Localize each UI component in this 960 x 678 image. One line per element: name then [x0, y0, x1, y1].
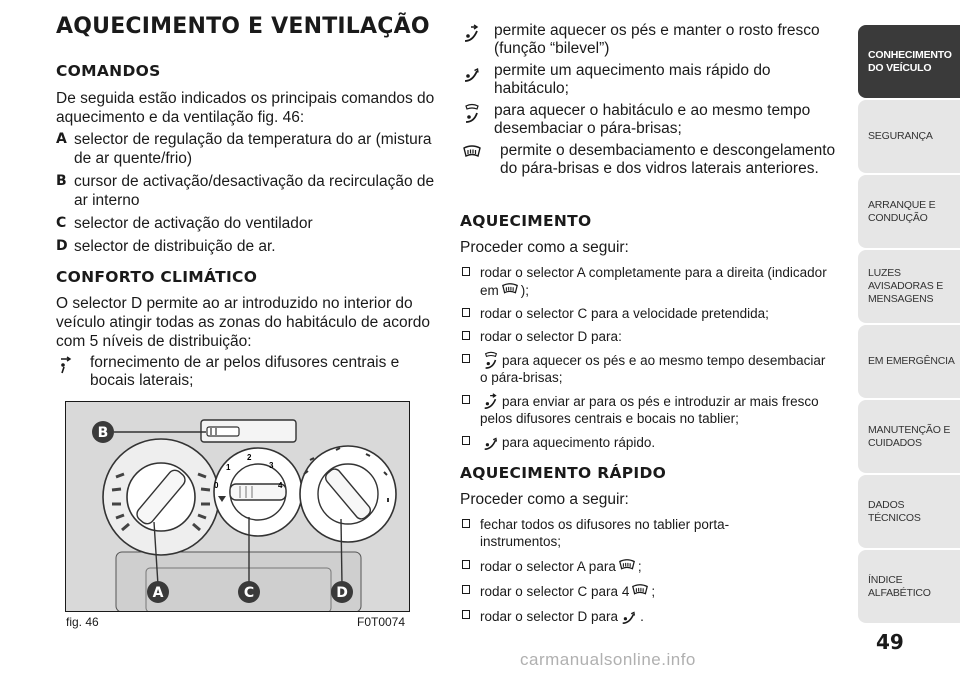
tab-arranque-e-conducao[interactable]: ARRANQUE E CONDUÇÃO	[858, 175, 960, 248]
fan-speed-3: 3	[269, 461, 274, 470]
definition-letter: D	[56, 238, 68, 254]
step-text: fechar todos os difusores no tablier porta-instrumentos;	[480, 517, 730, 549]
windscreen-defrost-icon	[501, 281, 519, 299]
rapido-heading: AQUECIMENTO RÁPIDO	[460, 464, 667, 482]
checkbox-bullet-icon	[462, 267, 470, 276]
checkbox-bullet-icon	[462, 519, 470, 528]
step-text: rodar o selector C para 4	[480, 584, 630, 599]
figure-caption: fig. 46	[66, 615, 99, 629]
definition-letter: A	[56, 131, 67, 147]
hvac-panel-drawing	[66, 402, 410, 612]
watermark: carmanualsonline.info	[520, 650, 696, 669]
list-item	[460, 582, 800, 600]
conforto-intro: O selector D permite ao ar introduzido no interior do veículo atingir todas as zonas do habitáculo de acordo com 5 níveis de distribuição:	[56, 295, 430, 350]
step-text: rodar o selector D para	[480, 609, 619, 624]
feet-icon	[462, 63, 482, 83]
checkbox-bullet-icon	[462, 585, 470, 594]
list-item	[460, 264, 830, 299]
step-text-end: .	[640, 609, 644, 624]
step-text-end: );	[520, 283, 530, 298]
windscreen-defrost-icon	[631, 582, 649, 600]
mode-text: para aquecer o habitáculo e ao mesmo tempo desembaciar o pára-brisas;	[494, 102, 811, 137]
leader-d	[341, 519, 342, 585]
aquecimento-steps	[460, 264, 830, 451]
checkbox-bullet-icon	[462, 560, 470, 569]
definition-letter: C	[56, 215, 67, 231]
windscreen-defrost-icon	[618, 557, 636, 575]
definition-text: selector de distribuição de ar.	[74, 238, 276, 255]
recirc-slider-knob	[207, 427, 239, 436]
step-text: rodar o selector D para:	[480, 329, 622, 344]
list-item	[460, 328, 830, 345]
face-vent-icon	[58, 355, 78, 375]
feet-face-icon	[462, 23, 482, 43]
tab-em-emergencia[interactable]: EM EMERGÊNCIA	[858, 325, 960, 398]
step-text: para aquecimento rápido.	[502, 435, 656, 450]
callout-b-label: B	[97, 425, 109, 441]
rapido-intro: Proceder como a seguir:	[460, 491, 629, 508]
fan-speed-0: 0	[214, 481, 219, 490]
chapter-sidebar	[858, 0, 960, 678]
definition-a	[56, 130, 440, 168]
list-item	[460, 557, 800, 575]
step-text: para enviar ar para os pés e introduzir ar mais fresco pelos difusores centrais e bocais no tablier;	[480, 394, 819, 426]
callout-d-label: D	[336, 585, 348, 601]
conforto-item-text: fornecimento de ar pelos difusores centrais e bocais laterais;	[90, 354, 400, 389]
step-text-end: ;	[637, 559, 642, 574]
step-text: rodar o selector A para	[480, 559, 616, 574]
conforto-heading: CONFORTO CLIMÁTICO	[56, 268, 258, 286]
mode-item	[460, 142, 848, 178]
mode-list	[460, 22, 848, 178]
feet-windscreen-icon	[462, 103, 482, 123]
fan-speed-2: 2	[247, 453, 252, 462]
mode-item	[460, 102, 848, 138]
step-text: rodar o selector A completamente para a direita (indicador em	[480, 265, 827, 298]
figure-code: F0T0074	[357, 615, 406, 629]
definition-text: selector de activação do ventilador	[74, 215, 313, 232]
callout-c-label: C	[243, 585, 255, 601]
lower-console	[116, 552, 361, 612]
windscreen-defrost-icon	[462, 143, 482, 163]
comandos-heading: COMANDOS	[56, 62, 161, 80]
figure-hvac-panel	[65, 401, 410, 612]
definition-list	[56, 130, 440, 256]
fan-speed-1: 1	[226, 463, 231, 472]
checkbox-bullet-icon	[462, 331, 470, 340]
rapido-steps	[460, 516, 800, 625]
conforto-item	[56, 354, 440, 390]
definition-d	[56, 237, 440, 256]
feet-windscreen-icon	[482, 351, 500, 369]
checkbox-bullet-icon	[462, 354, 470, 363]
fan-speed-4: 4	[278, 481, 283, 490]
checkbox-bullet-icon	[462, 610, 470, 619]
mode-item	[460, 22, 848, 58]
mode-item	[460, 62, 848, 98]
definition-c	[56, 214, 440, 233]
mode-text: permite um aquecimento mais rápido do habitáculo;	[494, 62, 771, 97]
checkbox-bullet-icon	[462, 436, 470, 445]
tab-conhecimento-do-veiculo[interactable]: CONHECIMENTO DO VEÍCULO	[858, 25, 960, 98]
mode-text: permite aquecer os pés e manter o rosto fresco (função “bilevel”)	[494, 22, 820, 57]
list-item	[460, 516, 800, 550]
tab-seguranca[interactable]: SEGURANÇA	[858, 100, 960, 173]
comandos-intro: De seguida estão indicados os principais comandos do aquecimento e da ventilação fig. 46:	[56, 90, 435, 126]
list-item	[460, 433, 830, 451]
tab-indice-alfabetico[interactable]: ÍNDICE ALFABÉTICO	[858, 550, 960, 623]
feet-face-icon	[482, 392, 500, 410]
tab-manutencao-e-cuidados[interactable]: MANUTENÇÃO E CUIDADOS	[858, 400, 960, 473]
definition-text: selector de regulação da temperatura do ar (mistura de ar quente/frio)	[74, 131, 432, 167]
step-text: rodar o selector C para a velocidade pretendida;	[480, 306, 769, 321]
tab-dados-tecnicos[interactable]: DADOS TÉCNICOS	[858, 475, 960, 548]
page-number: 49	[876, 630, 904, 654]
definition-letter: B	[56, 173, 67, 189]
mode-text: permite o desembaciamento e descongelamento do pára-brisas e dos vidros laterais anteriores.	[500, 142, 836, 177]
list-item	[460, 351, 830, 386]
feet-icon	[482, 433, 500, 451]
definition-b	[56, 172, 440, 210]
feet-icon	[620, 607, 638, 625]
aquecimento-intro: Proceder como a seguir:	[460, 239, 629, 256]
step-text-end: ;	[651, 584, 656, 599]
definition-text: cursor de activação/desactivação da recirculação de ar interno	[74, 173, 435, 209]
checkbox-bullet-icon	[462, 395, 470, 404]
list-item	[460, 305, 830, 322]
list-item	[460, 392, 830, 427]
tab-luzes-avisadoras[interactable]: LUZES AVISADORAS E MENSAGENS	[858, 250, 960, 323]
page-title: AQUECIMENTO E VENTILAÇÃO	[56, 14, 430, 39]
checkbox-bullet-icon	[462, 308, 470, 317]
list-item	[460, 607, 800, 625]
callout-a-label: A	[152, 585, 164, 601]
step-text: para aquecer os pés e ao mesmo tempo desembaciar o pára-brisas;	[480, 353, 826, 385]
aquecimento-heading: AQUECIMENTO	[460, 212, 592, 230]
